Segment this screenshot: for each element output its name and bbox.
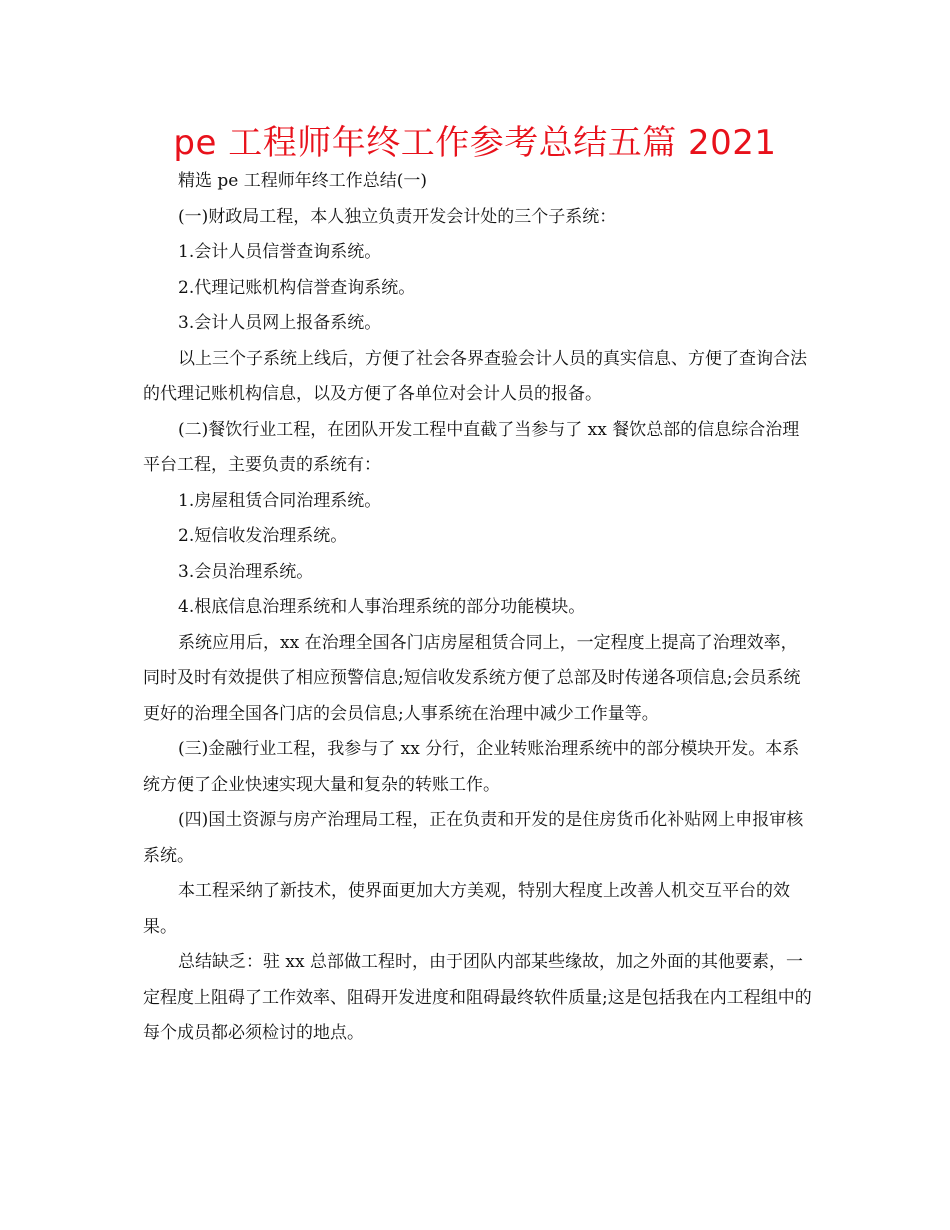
section-heading: 精选 pe 工程师年终工作总结(一) bbox=[178, 171, 428, 191]
paragraph: (二)餐饮行业工程，在团队开发工程中直截了当参与了 xx 餐饮总部的信息综合治理平台工程，主要负责的系统有： bbox=[143, 419, 800, 475]
paragraph: (四)国土资源与房产治理局工程，正在负责和开发的是住房货币化补贴网上申报审核系统。 bbox=[143, 810, 804, 866]
document-title: pe 工程师年终工作参考总结五篇 2021 bbox=[173, 123, 777, 163]
paragraph: 本工程采纳了新技术，使界面更加大方美观，特别大程度上改善人机交互平台的效果。 bbox=[143, 881, 790, 937]
paragraph: 总结缺乏：驻 xx 总部做工程时，由于团队内部某些缘故，加之外面的其他要素，一定程度上阻碍了工作效率、阻碍开发进度和阻碍最终软件质量;这是包括我在内工程组中的每个成员都必须检讨的地点。 bbox=[143, 952, 812, 1043]
list-item: 4.根底信息治理系统和人事治理系统的部分功能模块。 bbox=[178, 597, 586, 617]
paragraph: 以上三个子系统上线后，方便了社会各界查验会计人员的真实信息、方便了查询合法的代理记账机构信息，以及方便了各单位对会计人员的报备。 bbox=[143, 348, 807, 404]
list-item: 1.会计人员信誉查询系统。 bbox=[178, 242, 382, 262]
paragraph: (三)金融行业工程，我参与了 xx 分行，企业转账治理系统中的部分模块开发。本系统方便了企业快速实现大量和复杂的转账工作。 bbox=[143, 739, 800, 795]
list-item: 2.代理记账机构信誉查询系统。 bbox=[178, 277, 416, 298]
list-item: 2.短信收发治理系统。 bbox=[178, 526, 348, 546]
list-item: 3.会员治理系统。 bbox=[178, 561, 314, 582]
list-item: 1.房屋租赁合同治理系统。 bbox=[178, 490, 382, 511]
paragraph: 系统应用后，xx 在治理全国各门店房屋租赁合同上，一定程度上提高了治理效率，同时及时有效提供了相应预警信息;短信收发系统方便了总部及时传递各项信息;会员系统更好的治理全国各门店的会员信息;人事系统在治理中减少工作量等。 bbox=[143, 632, 801, 724]
list-item: 3.会计人员网上报备系统。 bbox=[178, 313, 382, 333]
document-body bbox=[143, 164, 813, 1052]
paragraph: (一)财政局工程，本人独立负责开发会计处的三个子系统： bbox=[178, 206, 617, 227]
